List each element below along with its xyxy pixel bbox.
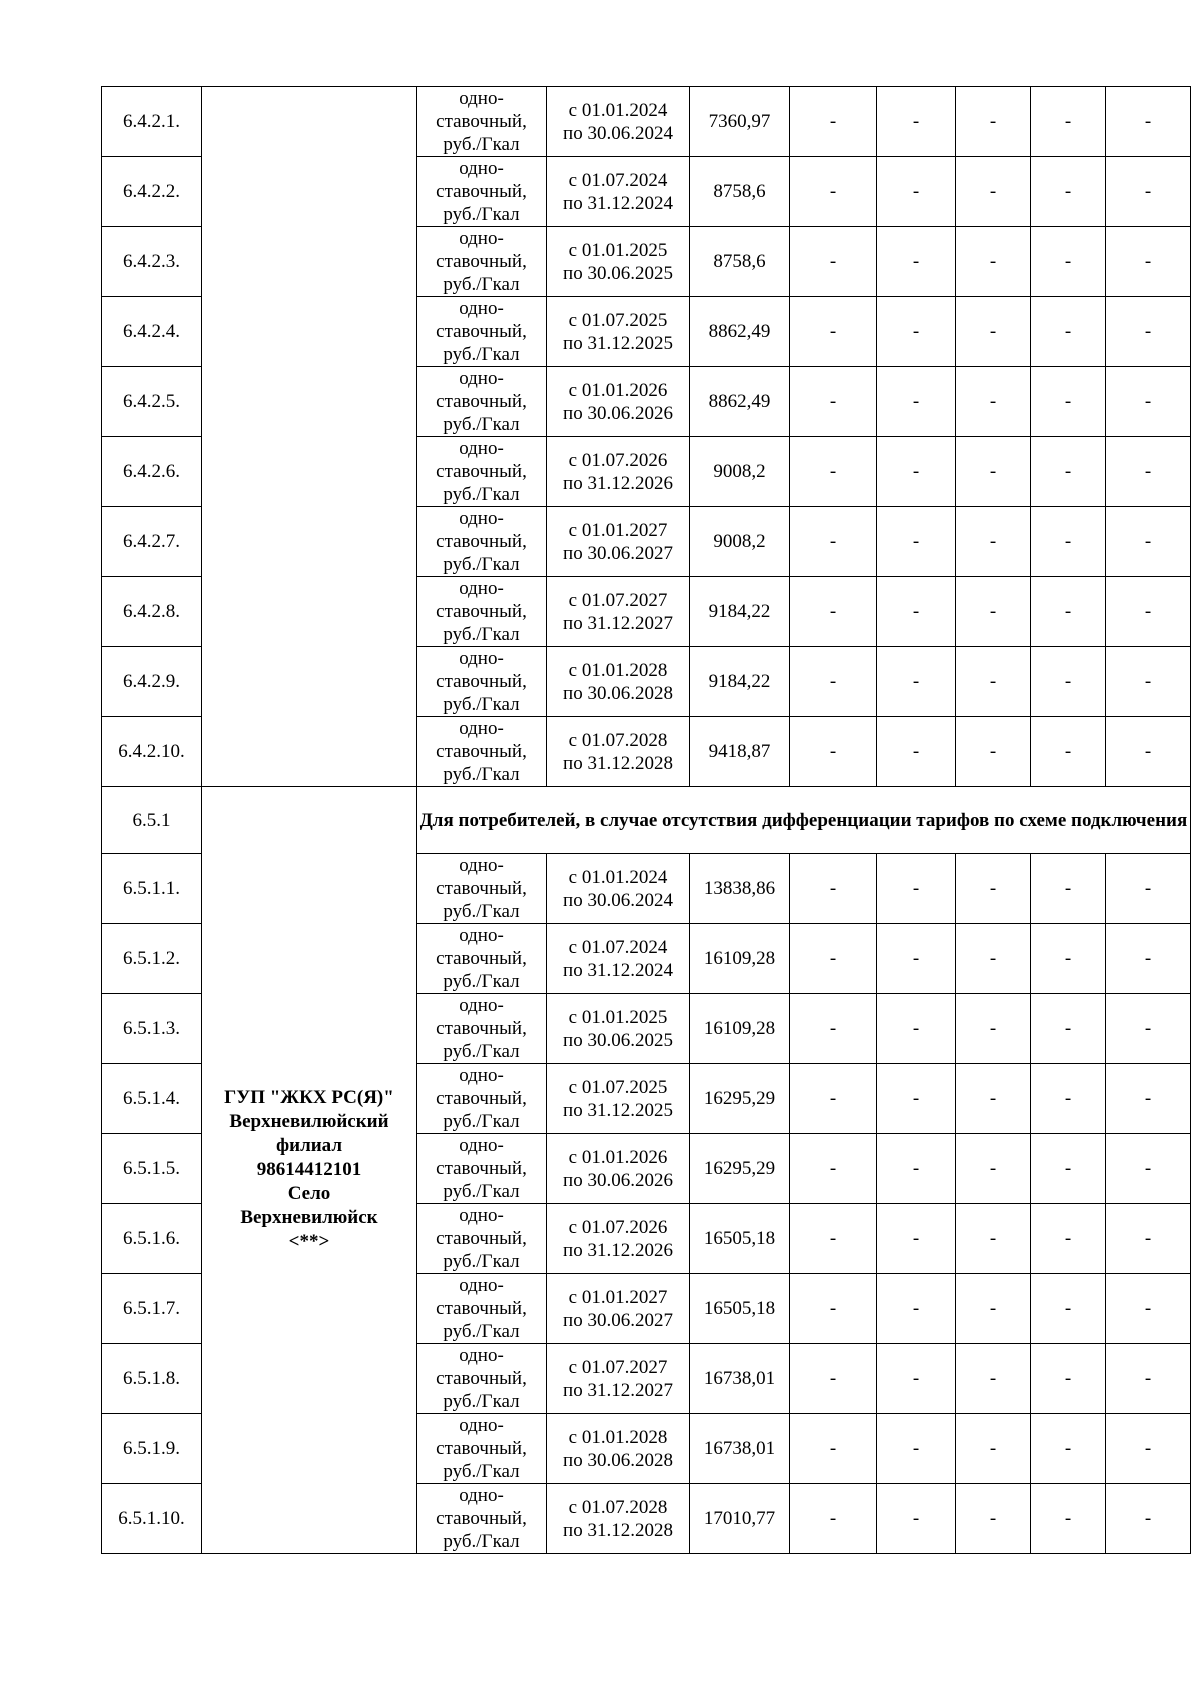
row-number: 6.4.2.2. — [102, 157, 202, 227]
empty-value-cell: - — [1031, 1274, 1106, 1344]
rate-type-line: одно- — [459, 1205, 504, 1226]
organization-line: Верхневилюйск — [240, 1207, 378, 1228]
rate-type-line: ставочный, — [436, 1158, 527, 1179]
period-cell — [547, 437, 690, 507]
organization-line: Село — [287, 1183, 331, 1204]
empty-value-cell: - — [1031, 1134, 1106, 1204]
period-cell — [547, 1344, 690, 1414]
empty-value-cell: - — [1106, 367, 1191, 437]
empty-value-cell: - — [956, 1204, 1031, 1274]
period-cell — [547, 507, 690, 577]
empty-value-cell: - — [1106, 1204, 1191, 1274]
rate-type-line: одно- — [459, 298, 504, 319]
period-line: с 01.01.2025 — [568, 1006, 668, 1028]
row-number: 6.5.1.9. — [102, 1414, 202, 1484]
rate-type-line: одно- — [459, 855, 504, 876]
rate-type-line: одно- — [459, 925, 504, 946]
rate-type-line: руб./Гкал — [443, 971, 520, 992]
period-line: с 01.01.2026 — [568, 1146, 668, 1168]
rate-type-line: одно- — [459, 1415, 504, 1436]
empty-value-cell: - — [1106, 1274, 1191, 1344]
rate-type-cell — [417, 87, 547, 157]
empty-value-cell: - — [1106, 507, 1191, 577]
empty-value-cell: - — [790, 1414, 877, 1484]
row-number: 6.5.1.10. — [102, 1484, 202, 1554]
empty-value-cell: - — [956, 717, 1031, 787]
section-title: Для потребителей, в случае отсутствия дифференциации тарифов по схеме подключения — [417, 787, 1191, 854]
rate-type-line: одно- — [459, 1485, 504, 1506]
empty-value-cell: - — [1106, 1064, 1191, 1134]
tariff-value: 7360,97 — [690, 87, 790, 157]
empty-value-cell: - — [790, 1134, 877, 1204]
empty-value-cell: - — [1031, 924, 1106, 994]
empty-value-cell: - — [956, 994, 1031, 1064]
rate-type-line: одно- — [459, 508, 504, 529]
period-cell — [547, 297, 690, 367]
empty-value-cell: - — [956, 1344, 1031, 1414]
tariff-value: 8758,6 — [690, 227, 790, 297]
empty-value-cell: - — [877, 1414, 956, 1484]
empty-value-cell: - — [877, 924, 956, 994]
rate-type-line: руб./Гкал — [443, 1251, 520, 1272]
rate-type-cell — [417, 157, 547, 227]
tariff-value: 9008,2 — [690, 437, 790, 507]
period-line: по 30.06.2024 — [563, 122, 673, 144]
period-cell — [547, 1274, 690, 1344]
table-row — [102, 87, 1191, 157]
period-cell — [547, 994, 690, 1064]
rate-type-line: ставочный, — [436, 1438, 527, 1459]
rate-type-cell — [417, 994, 547, 1064]
rate-type-line: руб./Гкал — [443, 624, 520, 645]
period-line: по 31.12.2026 — [563, 1239, 673, 1261]
rate-type-line: руб./Гкал — [443, 1391, 520, 1412]
period-cell — [547, 1204, 690, 1274]
empty-value-cell: - — [1031, 227, 1106, 297]
empty-value-cell: - — [1031, 1204, 1106, 1274]
rate-type-line: руб./Гкал — [443, 694, 520, 715]
empty-value-cell: - — [877, 1204, 956, 1274]
rate-type-cell — [417, 297, 547, 367]
tariff-value: 9184,22 — [690, 577, 790, 647]
tariff-value: 16109,28 — [690, 994, 790, 1064]
tariff-value: 13838,86 — [690, 854, 790, 924]
period-cell — [547, 367, 690, 437]
empty-value-cell: - — [877, 577, 956, 647]
period-line: с 01.07.2027 — [568, 589, 668, 611]
period-line: с 01.01.2028 — [568, 659, 668, 681]
empty-value-cell: - — [1106, 157, 1191, 227]
empty-value-cell: - — [1106, 647, 1191, 717]
rate-type-line: ставочный, — [436, 671, 527, 692]
row-number: 6.4.2.9. — [102, 647, 202, 717]
period-line: с 01.01.2025 — [568, 239, 668, 261]
rate-type-line: руб./Гкал — [443, 344, 520, 365]
rate-type-line: руб./Гкал — [443, 484, 520, 505]
period-cell — [547, 1064, 690, 1134]
empty-value-cell: - — [790, 297, 877, 367]
rate-type-line: руб./Гкал — [443, 274, 520, 295]
empty-value-cell: - — [877, 1274, 956, 1344]
empty-value-cell: - — [1031, 1414, 1106, 1484]
period-line: по 30.06.2025 — [563, 1029, 673, 1051]
row-number: 6.5.1.2. — [102, 924, 202, 994]
empty-value-cell: - — [790, 717, 877, 787]
rate-type-line: одно- — [459, 1345, 504, 1366]
empty-value-cell: - — [1106, 994, 1191, 1064]
rate-type-line: одно- — [459, 995, 504, 1016]
empty-value-cell: - — [956, 1274, 1031, 1344]
period-cell — [547, 157, 690, 227]
empty-value-cell: - — [956, 924, 1031, 994]
organization-cell — [202, 87, 417, 787]
rate-type-cell — [417, 1484, 547, 1554]
period-cell — [547, 87, 690, 157]
rate-type-line: руб./Гкал — [443, 901, 520, 922]
empty-value-cell: - — [956, 437, 1031, 507]
empty-value-cell: - — [1031, 297, 1106, 367]
period-line: по 30.06.2028 — [563, 682, 673, 704]
rate-type-cell — [417, 1204, 547, 1274]
rate-type-line: ставочный, — [436, 1088, 527, 1109]
tariff-value: 8758,6 — [690, 157, 790, 227]
empty-value-cell: - — [1106, 297, 1191, 367]
tariff-table-body — [102, 87, 1191, 1554]
row-number: 6.5.1.3. — [102, 994, 202, 1064]
empty-value-cell: - — [1106, 437, 1191, 507]
rate-type-cell — [417, 1064, 547, 1134]
rate-type-line: ставочный, — [436, 391, 527, 412]
period-line: с 01.01.2026 — [568, 379, 668, 401]
row-number: 6.5.1.7. — [102, 1274, 202, 1344]
rate-type-line: ставочный, — [436, 1368, 527, 1389]
rate-type-line: руб./Гкал — [443, 1321, 520, 1342]
rate-type-line: руб./Гкал — [443, 1461, 520, 1482]
empty-value-cell: - — [877, 1064, 956, 1134]
period-line: с 01.01.2027 — [568, 519, 668, 541]
empty-value-cell: - — [1031, 87, 1106, 157]
period-line: с 01.07.2025 — [568, 1076, 668, 1098]
row-number: 6.4.2.7. — [102, 507, 202, 577]
rate-type-line: одно- — [459, 578, 504, 599]
empty-value-cell: - — [877, 1484, 956, 1554]
row-number: 6.4.2.4. — [102, 297, 202, 367]
empty-value-cell: - — [956, 1484, 1031, 1554]
empty-value-cell: - — [956, 577, 1031, 647]
rate-type-cell — [417, 1414, 547, 1484]
empty-value-cell: - — [1031, 577, 1106, 647]
empty-value-cell: - — [790, 507, 877, 577]
rate-type-line: ставочный, — [436, 181, 527, 202]
rate-type-cell — [417, 577, 547, 647]
empty-value-cell: - — [956, 227, 1031, 297]
tariff-value: 16505,18 — [690, 1204, 790, 1274]
organization-line: ГУП "ЖКХ РС(Я)" — [224, 1087, 394, 1108]
period-line: с 01.07.2027 — [568, 1356, 668, 1378]
rate-type-line: одно- — [459, 718, 504, 739]
empty-value-cell: - — [790, 1274, 877, 1344]
period-line: с 01.07.2028 — [568, 729, 668, 751]
empty-value-cell: - — [956, 157, 1031, 227]
period-line: по 31.12.2025 — [563, 332, 673, 354]
empty-value-cell: - — [1031, 1064, 1106, 1134]
rate-type-line: ставочный, — [436, 878, 527, 899]
period-cell — [547, 577, 690, 647]
rate-type-line: одно- — [459, 1065, 504, 1086]
period-line: с 01.01.2024 — [568, 866, 668, 888]
period-line: по 30.06.2024 — [563, 889, 673, 911]
rate-type-line: ставочный, — [436, 461, 527, 482]
period-line: по 31.12.2028 — [563, 1519, 673, 1541]
row-number: 6.4.2.10. — [102, 717, 202, 787]
period-line: с 01.01.2028 — [568, 1426, 668, 1448]
empty-value-cell: - — [956, 854, 1031, 924]
empty-value-cell: - — [790, 577, 877, 647]
rate-type-line: одно- — [459, 1135, 504, 1156]
rate-type-line: ставочный, — [436, 741, 527, 762]
tariff-value: 16738,01 — [690, 1344, 790, 1414]
empty-value-cell: - — [1106, 87, 1191, 157]
rate-type-line: ставочный, — [436, 111, 527, 132]
organization-line: <**> — [288, 1231, 330, 1252]
rate-type-line: ставочный, — [436, 1018, 527, 1039]
rate-type-line: ставочный, — [436, 321, 527, 342]
empty-value-cell: - — [1106, 1414, 1191, 1484]
row-number: 6.5.1.5. — [102, 1134, 202, 1204]
period-cell — [547, 1414, 690, 1484]
empty-value-cell: - — [1106, 717, 1191, 787]
tariff-value: 9418,87 — [690, 717, 790, 787]
period-cell — [547, 924, 690, 994]
period-line: по 31.12.2025 — [563, 1099, 673, 1121]
period-line: по 30.06.2027 — [563, 542, 673, 564]
tariff-value: 16295,29 — [690, 1134, 790, 1204]
tariff-value: 16505,18 — [690, 1274, 790, 1344]
empty-value-cell: - — [877, 297, 956, 367]
period-line: по 31.12.2026 — [563, 472, 673, 494]
empty-value-cell: - — [1031, 1484, 1106, 1554]
empty-value-cell: - — [1031, 157, 1106, 227]
empty-value-cell: - — [790, 437, 877, 507]
period-line: с 01.01.2027 — [568, 1286, 668, 1308]
rate-type-cell — [417, 507, 547, 577]
empty-value-cell: - — [956, 367, 1031, 437]
rate-type-line: руб./Гкал — [443, 1181, 520, 1202]
empty-value-cell: - — [956, 1134, 1031, 1204]
organization-line: Верхневилюйский — [229, 1111, 389, 1132]
empty-value-cell: - — [877, 854, 956, 924]
period-line: по 30.06.2027 — [563, 1309, 673, 1331]
rate-type-line: одно- — [459, 438, 504, 459]
empty-value-cell: - — [790, 87, 877, 157]
empty-value-cell: - — [1031, 367, 1106, 437]
row-number: 6.4.2.8. — [102, 577, 202, 647]
tariff-value: 17010,77 — [690, 1484, 790, 1554]
period-line: по 30.06.2026 — [563, 1169, 673, 1191]
empty-value-cell: - — [956, 87, 1031, 157]
empty-value-cell: - — [877, 994, 956, 1064]
empty-value-cell: - — [1106, 1134, 1191, 1204]
empty-value-cell: - — [877, 1344, 956, 1414]
row-number: 6.4.2.3. — [102, 227, 202, 297]
period-cell — [547, 1484, 690, 1554]
empty-value-cell: - — [877, 157, 956, 227]
empty-value-cell: - — [790, 157, 877, 227]
tariff-value: 16295,29 — [690, 1064, 790, 1134]
empty-value-cell: - — [1106, 577, 1191, 647]
rate-type-cell — [417, 647, 547, 717]
period-cell — [547, 647, 690, 717]
rate-type-line: руб./Гкал — [443, 414, 520, 435]
rate-type-line: руб./Гкал — [443, 1041, 520, 1062]
empty-value-cell: - — [1106, 1484, 1191, 1554]
tariff-value: 8862,49 — [690, 297, 790, 367]
empty-value-cell: - — [956, 647, 1031, 717]
empty-value-cell: - — [790, 647, 877, 717]
rate-type-line: ставочный, — [436, 948, 527, 969]
empty-value-cell: - — [1106, 1344, 1191, 1414]
empty-value-cell: - — [790, 227, 877, 297]
rate-type-line: ставочный, — [436, 1508, 527, 1529]
empty-value-cell: - — [1106, 854, 1191, 924]
rate-type-line: одно- — [459, 228, 504, 249]
tariff-value: 9008,2 — [690, 507, 790, 577]
empty-value-cell: - — [956, 297, 1031, 367]
period-cell — [547, 854, 690, 924]
rate-type-cell — [417, 367, 547, 437]
rate-type-line: ставочный, — [436, 601, 527, 622]
period-line: по 30.06.2028 — [563, 1449, 673, 1471]
period-cell — [547, 1134, 690, 1204]
rate-type-line: одно- — [459, 88, 504, 109]
rate-type-cell — [417, 717, 547, 787]
rate-type-line: одно- — [459, 368, 504, 389]
period-line: с 01.07.2025 — [568, 309, 668, 331]
empty-value-cell: - — [790, 854, 877, 924]
row-number: 6.5.1.8. — [102, 1344, 202, 1414]
rate-type-line: руб./Гкал — [443, 764, 520, 785]
rate-type-cell — [417, 1274, 547, 1344]
period-line: с 01.07.2026 — [568, 1216, 668, 1238]
tariff-value: 8862,49 — [690, 367, 790, 437]
tariff-value: 16738,01 — [690, 1414, 790, 1484]
rate-type-cell — [417, 924, 547, 994]
row-number: 6.5.1.1. — [102, 854, 202, 924]
organization-line: 98614412101 — [256, 1159, 362, 1180]
row-number: 6.4.2.5. — [102, 367, 202, 437]
rate-type-line: руб./Гкал — [443, 1111, 520, 1132]
period-line: по 31.12.2027 — [563, 1379, 673, 1401]
empty-value-cell: - — [790, 1484, 877, 1554]
empty-value-cell: - — [877, 367, 956, 437]
empty-value-cell: - — [877, 647, 956, 717]
period-line: по 31.12.2027 — [563, 612, 673, 634]
period-line: по 31.12.2024 — [563, 192, 673, 214]
period-line: с 01.07.2024 — [568, 936, 668, 958]
period-line: по 31.12.2024 — [563, 959, 673, 981]
rate-type-cell — [417, 1134, 547, 1204]
empty-value-cell: - — [877, 437, 956, 507]
period-line: с 01.07.2024 — [568, 169, 668, 191]
rate-type-cell — [417, 437, 547, 507]
empty-value-cell: - — [1031, 994, 1106, 1064]
rate-type-line: руб./Гкал — [443, 554, 520, 575]
empty-value-cell: - — [877, 717, 956, 787]
empty-value-cell: - — [956, 507, 1031, 577]
rate-type-line: руб./Гкал — [443, 1531, 520, 1552]
empty-value-cell: - — [790, 1344, 877, 1414]
empty-value-cell: - — [956, 1414, 1031, 1484]
empty-value-cell: - — [877, 1134, 956, 1204]
rate-type-line: ставочный, — [436, 1298, 527, 1319]
rate-type-cell — [417, 854, 547, 924]
section-header-row — [102, 787, 1191, 854]
period-line: по 30.06.2026 — [563, 402, 673, 424]
rate-type-line: одно- — [459, 158, 504, 179]
empty-value-cell: - — [1031, 854, 1106, 924]
period-line: с 01.07.2028 — [568, 1496, 668, 1518]
empty-value-cell: - — [1106, 924, 1191, 994]
row-number: 6.5.1.4. — [102, 1064, 202, 1134]
row-number: 6.4.2.6. — [102, 437, 202, 507]
period-line: по 30.06.2025 — [563, 262, 673, 284]
rate-type-line: ставочный, — [436, 251, 527, 272]
rate-type-line: одно- — [459, 1275, 504, 1296]
empty-value-cell: - — [790, 1064, 877, 1134]
rate-type-line: руб./Гкал — [443, 204, 520, 225]
organization-line: филиал — [275, 1135, 343, 1156]
rate-type-line: руб./Гкал — [443, 134, 520, 155]
row-number: 6.4.2.1. — [102, 87, 202, 157]
empty-value-cell: - — [1031, 647, 1106, 717]
empty-value-cell: - — [877, 227, 956, 297]
row-number: 6.5.1.6. — [102, 1204, 202, 1274]
empty-value-cell: - — [1031, 507, 1106, 577]
section-number: 6.5.1 — [102, 787, 202, 854]
rate-type-line: ставочный, — [436, 531, 527, 552]
empty-value-cell: - — [1106, 227, 1191, 297]
empty-value-cell: - — [956, 1064, 1031, 1134]
empty-value-cell: - — [790, 367, 877, 437]
period-line: с 01.01.2024 — [568, 99, 668, 121]
empty-value-cell: - — [877, 507, 956, 577]
period-line: с 01.07.2026 — [568, 449, 668, 471]
rate-type-line: ставочный, — [436, 1228, 527, 1249]
empty-value-cell: - — [1031, 437, 1106, 507]
period-line: по 31.12.2028 — [563, 752, 673, 774]
tariff-table — [101, 86, 1191, 1554]
period-cell — [547, 227, 690, 297]
empty-value-cell: - — [790, 994, 877, 1064]
empty-value-cell: - — [790, 1204, 877, 1274]
empty-value-cell: - — [1031, 717, 1106, 787]
empty-value-cell: - — [877, 87, 956, 157]
rate-type-line: одно- — [459, 648, 504, 669]
organization-cell — [202, 787, 417, 1554]
period-cell — [547, 717, 690, 787]
rate-type-cell — [417, 1344, 547, 1414]
tariff-value: 9184,22 — [690, 647, 790, 717]
rate-type-cell — [417, 227, 547, 297]
empty-value-cell: - — [1031, 1344, 1106, 1414]
tariff-value: 16109,28 — [690, 924, 790, 994]
empty-value-cell: - — [790, 924, 877, 994]
